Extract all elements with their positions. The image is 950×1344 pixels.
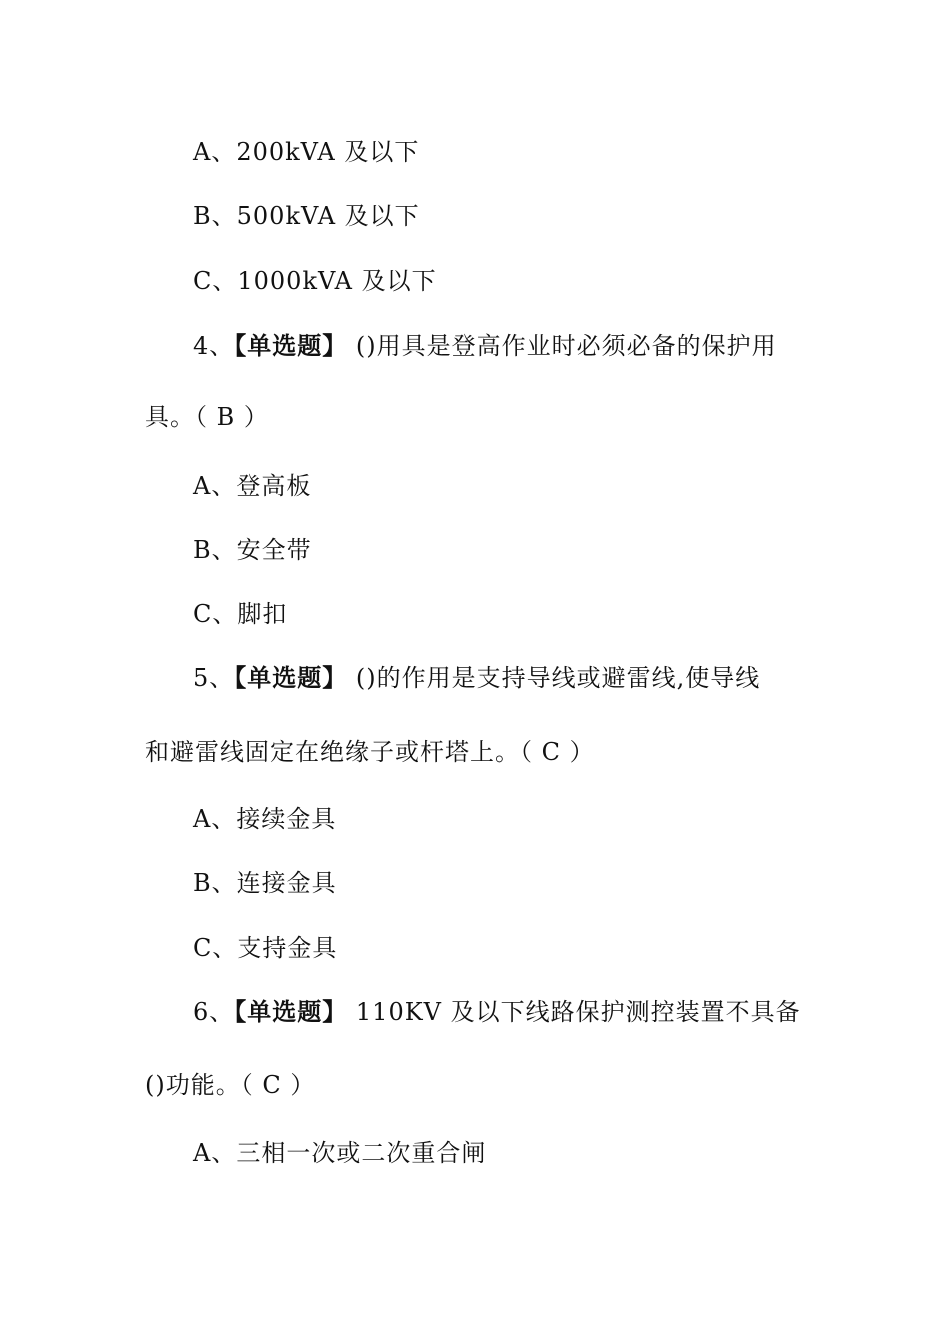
q6-option-a: A、三相一次或二次重合闸 [193,1139,487,1167]
q6-stem-line2: ()功能。（ C ） [145,1071,316,1099]
q4-stem-line2: 具。（ B ） [145,403,269,431]
q4-stem-line1 [193,331,950,361]
q3-option-c: C、1000kVA 及以下 [193,267,437,295]
q3-option-b: B、500kVA 及以下 [193,202,420,230]
q4-option-c: C、脚扣 [193,600,288,628]
q6-stem-text: 110KV 及以下线路保护测控装置不具备 [347,998,801,1026]
q4-number: 4、 [193,332,235,360]
q4-option-b: B、安全带 [193,536,312,564]
q5-option-b: B、连接金具 [193,869,337,897]
q5-option-a: A、接续金具 [193,805,337,833]
q5-option-c: C、支持金具 [193,934,338,962]
q6-stem-line1 [193,997,950,1027]
q5-stem-line1 [193,663,950,693]
q4-option-a: A、登高板 [193,472,312,500]
q4-stem-text: ()用具是登高作业时必须必备的保护用 [347,332,777,360]
q5-type-tag: 【单选题】 [234,663,348,692]
q3-option-a: A、200kVA 及以下 [193,138,420,166]
q5-number: 5、 [193,664,235,692]
q6-type-tag: 【单选题】 [234,997,348,1026]
q4-type-tag: 【单选题】 [234,331,348,360]
q6-number: 6、 [193,998,235,1026]
q5-stem-text: ()的作用是支持导线或避雷线,使导线 [347,664,761,692]
q5-stem-line2: 和避雷线固定在绝缘子或杆塔上。（ C ） [145,738,595,766]
